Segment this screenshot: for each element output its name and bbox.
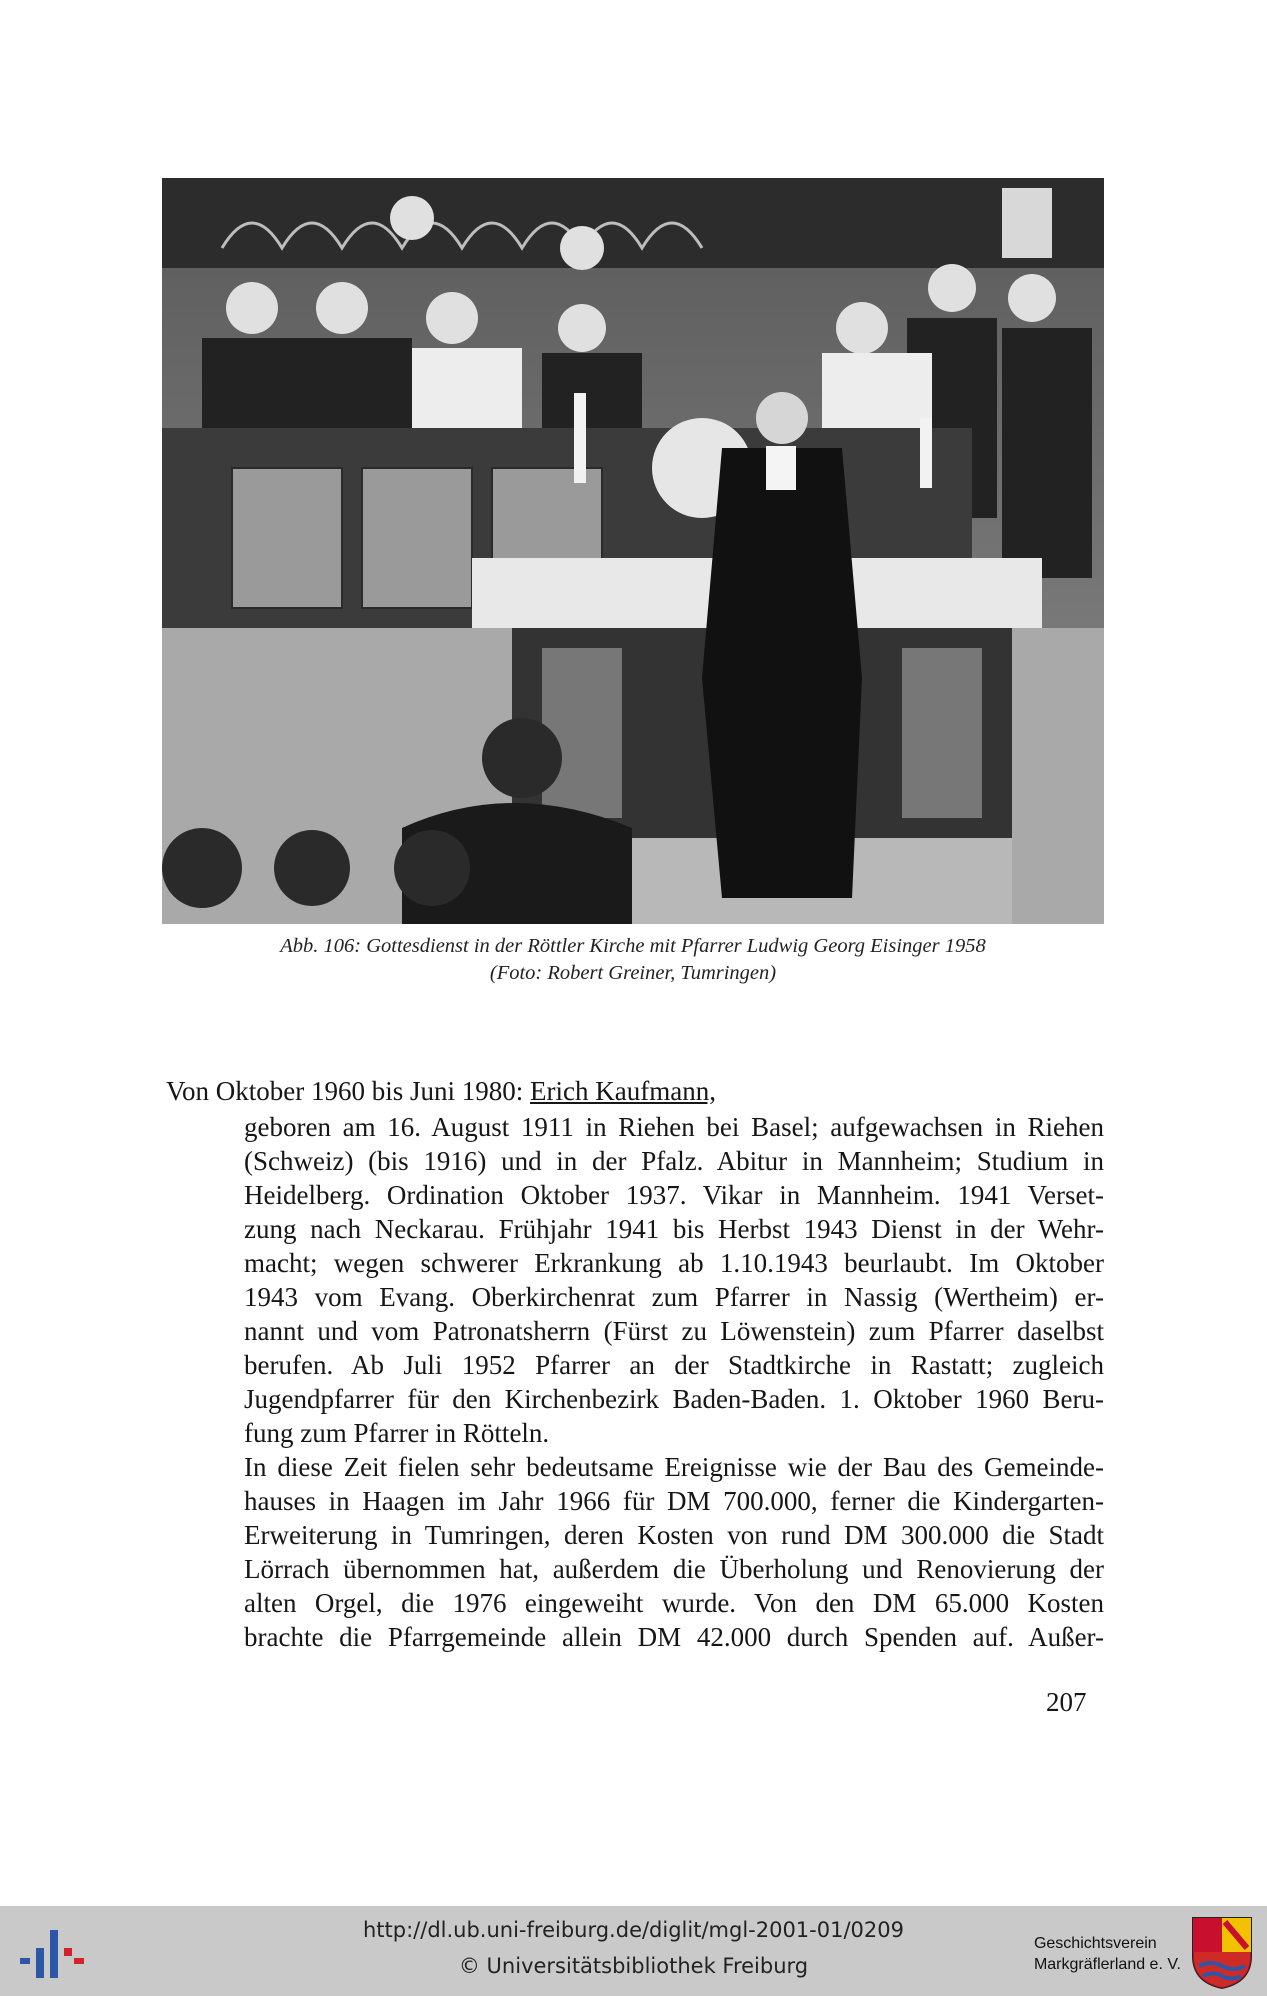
text-line: Heidelberg. Ordination Oktober 1937. Vikar in Mannheim. 1941 Verset- [244, 1180, 1104, 1210]
page-number: 207 [1046, 1687, 1087, 1717]
society-line-1: Geschichtsverein [1033, 1935, 1157, 1952]
section-heading [166, 1074, 716, 1108]
text-line: Erweiterung in Tumringen, deren Kosten von rund DM 300.000 die Stadt [244, 1520, 1104, 1550]
text-line: 1943 vom Evang. Oberkirchenrat zum Pfarrer in Nassig (Wertheim) er- [244, 1282, 1104, 1312]
digital-url[interactable]: http://dl.ub.uni-freiburg.de/diglit/mgl-2001-01/0209 [362, 1918, 904, 1942]
copyright-notice: © Universitätsbibliothek Freiburg [458, 1954, 809, 1978]
text-line: fung zum Pfarrer in Rötteln. [244, 1418, 550, 1448]
text-line: Jugendpfarrer für den Kirchenbezirk Baden-Baden. 1. Oktober 1960 Beru- [244, 1384, 1104, 1414]
text-line: In diese Zeit fielen sehr bedeutsame Ereignisse wie der Bau des Gemeinde- [244, 1452, 1104, 1482]
events-paragraph [244, 1450, 1104, 1654]
pastor-name: Erich Kaufmann, [530, 1076, 716, 1106]
text-line: berufen. Ab Juli 1952 Pfarrer an der Stadtkirche in Rastatt; zugleich [244, 1350, 1104, 1380]
text-line: nannt und vom Patronatsherrn (Fürst zu Löwenstein) zum Pfarrer daselbst [244, 1316, 1104, 1346]
society-line-2: Markgräflerland e. V. [1033, 1956, 1181, 1973]
text-line: (Schweiz) (bis 1916) und in der Pfalz. Abitur in Mannheim; Studium in [244, 1146, 1104, 1176]
text-line: hauses in Haagen im Jahr 1966 für DM 700.000, ferner die Kindergarten- [244, 1486, 1104, 1516]
text-line: Lörrach übernommen hat, außerdem die Überholung und Renovierung der [244, 1554, 1104, 1584]
text-line: macht; wegen schwerer Erkrankung ab 1.10.1943 beurlaubt. Im Oktober [244, 1248, 1104, 1278]
biography-paragraph [244, 1110, 1104, 1450]
text-line: alten Orgel, die 1976 eingeweiht wurde. Von den DM 65.000 Kosten [244, 1588, 1104, 1618]
heading-date-range: Von Oktober 1960 bis Juni 1980: [166, 1076, 531, 1106]
text-line: brachte die Pfarrgemeinde allein DM 42.000 durch Spenden auf. Außer- [244, 1622, 1104, 1652]
photo-illustration [162, 178, 1104, 924]
text-line: zung nach Neckarau. Frühjahr 1941 bis Herbst 1943 Dienst in der Wehr- [244, 1214, 1104, 1244]
church-service-photo [162, 178, 1104, 924]
footer-bar [0, 1906, 1267, 1996]
coat-of-arms-icon [1191, 1916, 1253, 1990]
text-line: geboren am 16. August 1911 in Riehen bei Basel; aufgewachsen in Riehen [244, 1112, 1104, 1142]
photo-credit: (Foto: Robert Greiner, Tumringen) [489, 962, 777, 984]
photo-caption: Abb. 106: Gottesdienst in der Röttler Kirche mit Pfarrer Ludwig Georg Eisinger 1958 [280, 935, 986, 957]
society-name [1034, 1933, 1181, 1975]
